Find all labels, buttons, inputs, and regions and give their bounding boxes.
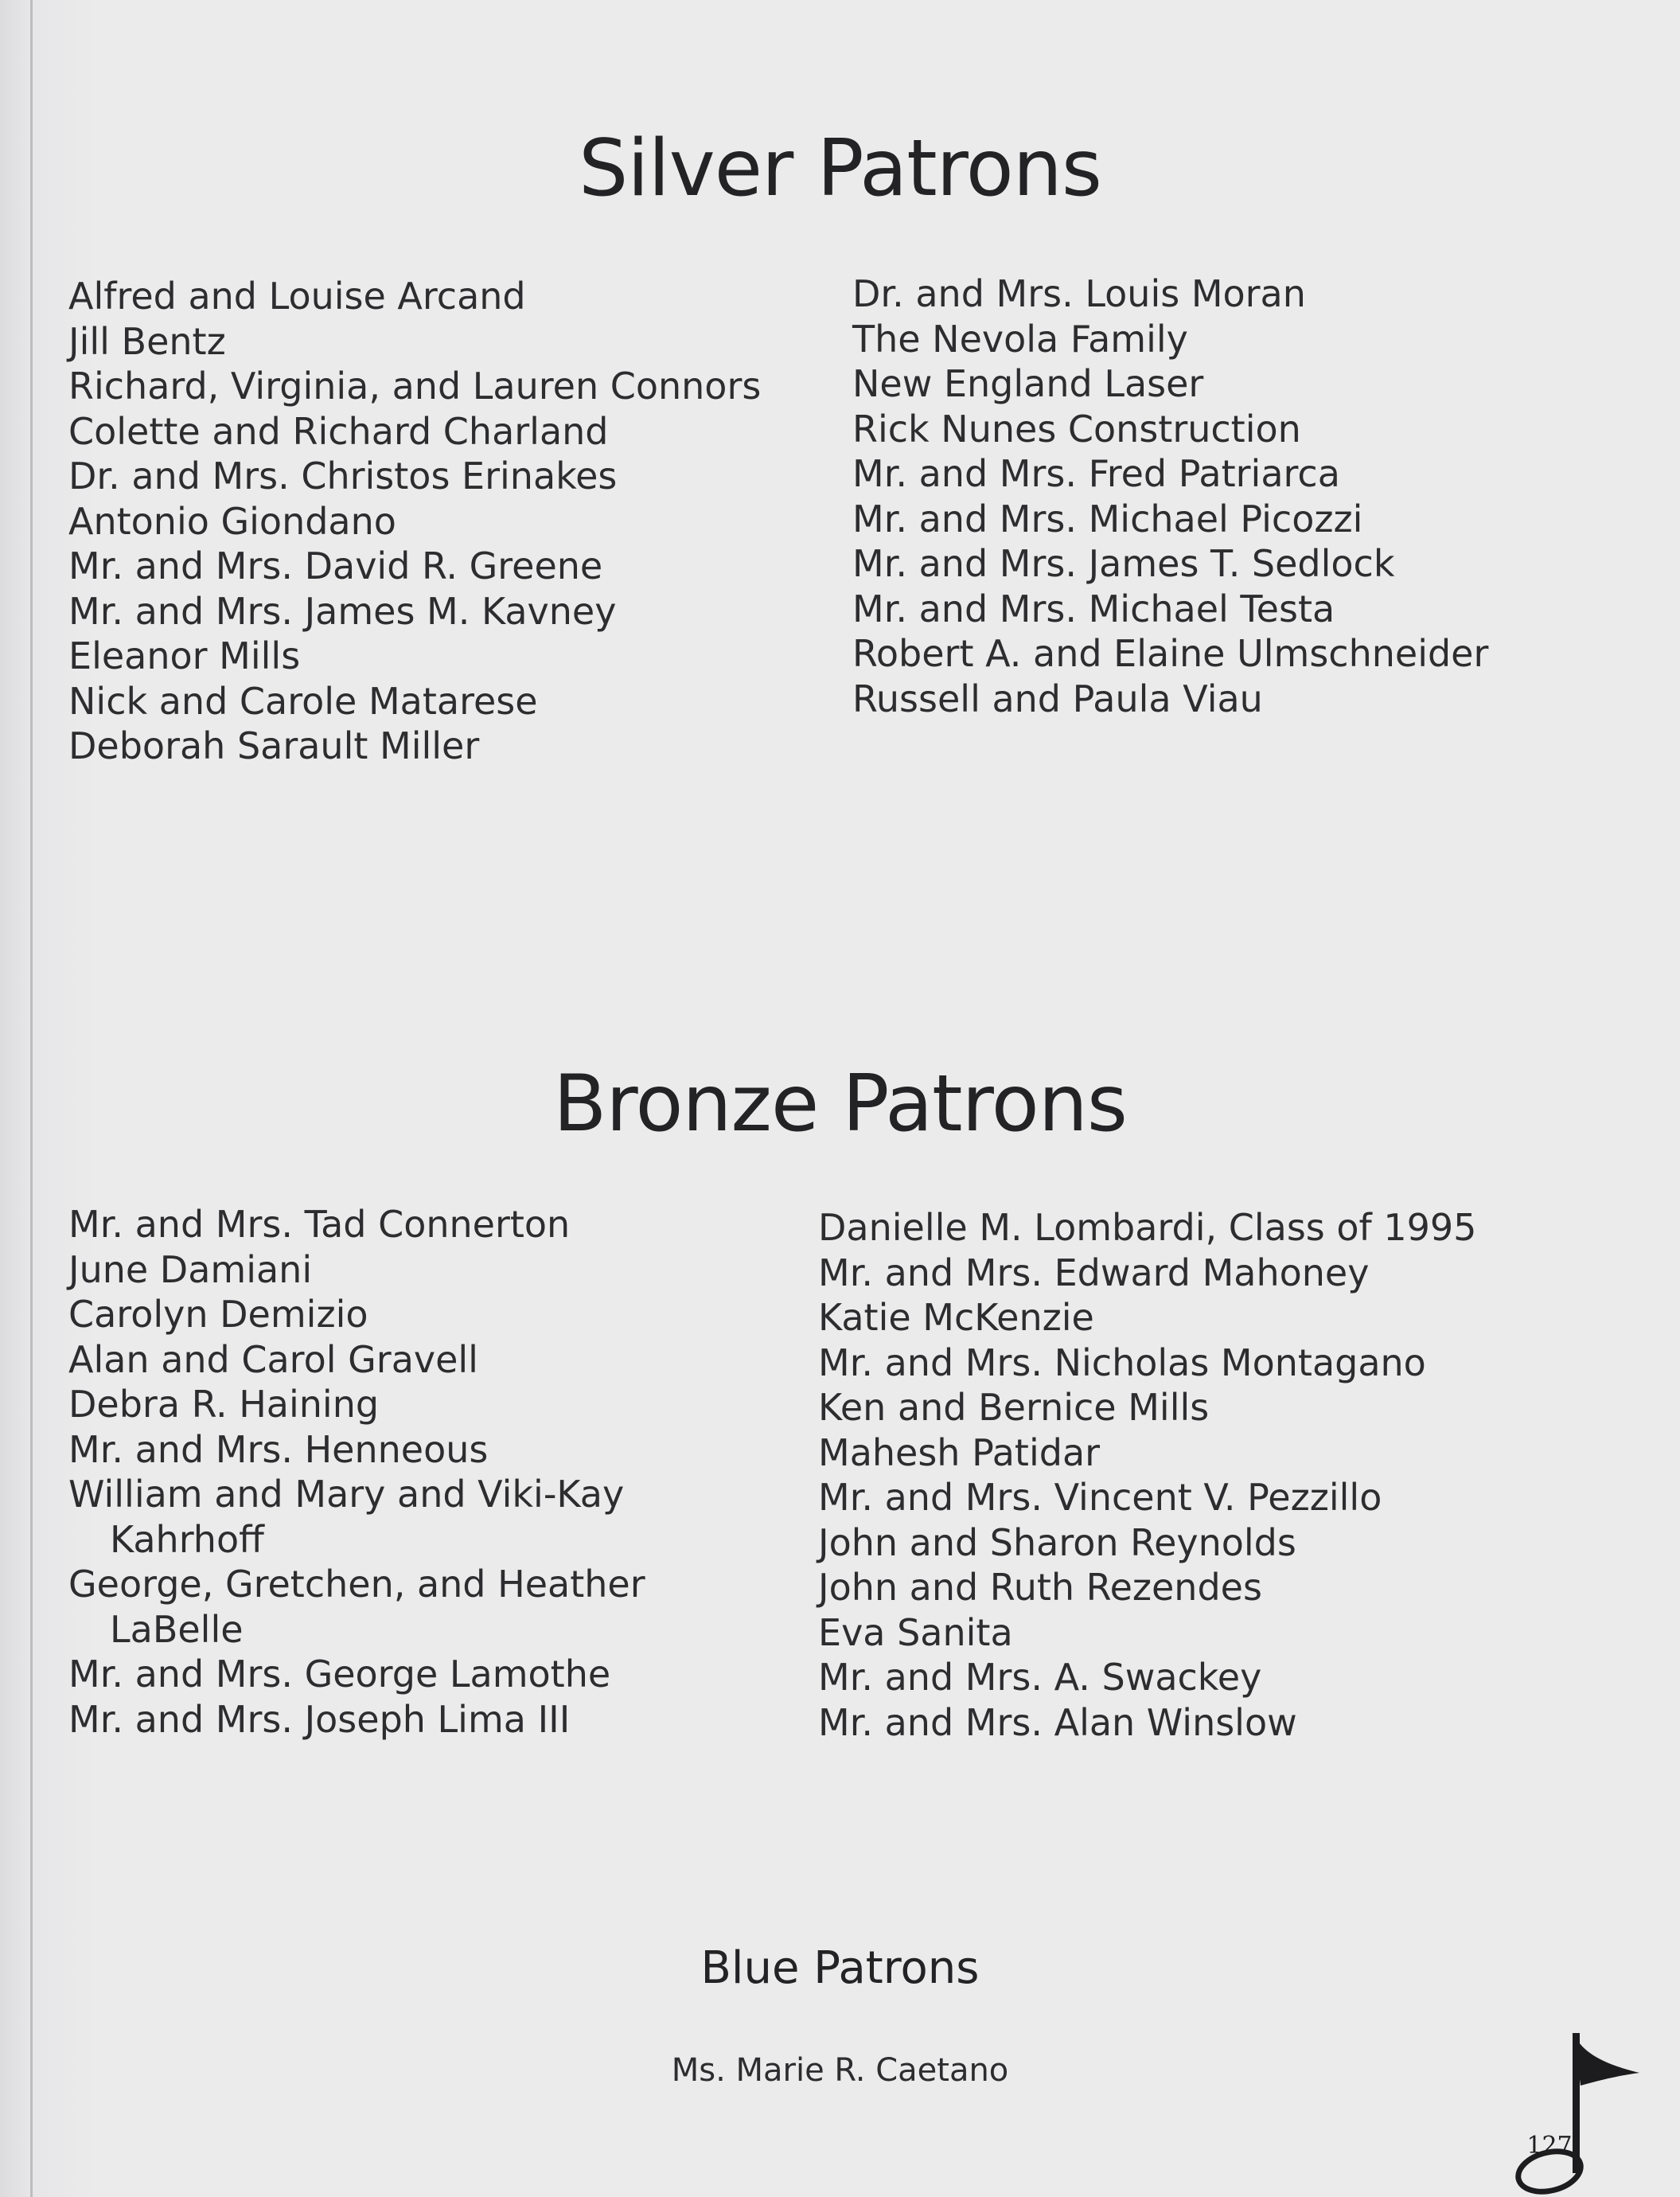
patron-name: Mr. and Mrs. Vincent V. Pezzillo: [818, 1476, 1382, 1519]
blue-patrons-title: Blue Patrons: [700, 1942, 980, 1994]
patron-name: Mr. and Mrs. Fred Patriarca: [852, 452, 1340, 495]
patron-name: June Damiani: [68, 1247, 313, 1291]
patron-name: Alfred and Louise Arcand: [68, 275, 526, 318]
patron-name: New England Laser: [852, 362, 1204, 405]
patron-name-line: William and Mary and Viki-Kay: [68, 1473, 625, 1516]
patron-name: Katie McKenzie: [818, 1296, 1094, 1339]
music-note-icon: [1504, 2030, 1647, 2197]
silver-patrons-title: Silver Patrons: [579, 123, 1101, 214]
patron-name: Nick and Carole Matarese: [68, 679, 538, 723]
patron-name: Mr. and Mrs. Edward Mahoney: [818, 1251, 1370, 1294]
patron-name: Carolyn Demizio: [68, 1293, 368, 1336]
patron-name: Mr. and Mrs. Alan Winslow: [818, 1700, 1297, 1744]
patron-name: Alan and Carol Gravell: [68, 1337, 478, 1381]
patron-name-line: George, Gretchen, and Heather: [68, 1563, 645, 1606]
patron-name: Robert A. and Elaine Ulmschneider: [852, 632, 1489, 675]
silver-patrons-left-column: [68, 274, 761, 769]
patron-name-continuation: LaBelle: [110, 1607, 244, 1651]
patron-name: Mr. and Mrs. James M. Kavney: [68, 589, 617, 633]
patron-name: Colette and Richard Charland: [68, 409, 609, 453]
patron-name: Eleanor Mills: [68, 634, 301, 677]
patron-name: Rick Nunes Construction: [852, 407, 1301, 451]
patron-name: Mr. and Mrs. James T. Sedlock: [852, 542, 1395, 585]
patron-name: Debra R. Haining: [68, 1383, 380, 1426]
patron-name: Mr. and Mrs. Tad Connerton: [68, 1203, 571, 1246]
blue-patron-name: Ms. Marie R. Caetano: [671, 2052, 1009, 2089]
patron-name: Mr. and Mrs. David R. Greene: [68, 544, 603, 587]
patron-name: Mr. and Mrs. Henneous: [68, 1427, 489, 1471]
patron-name: [68, 1472, 645, 1562]
patron-name: John and Sharon Reynolds: [818, 1520, 1296, 1564]
patron-name: Dr. and Mrs. Christos Erinakes: [68, 455, 618, 498]
patron-name: Mr. and Mrs. Joseph Lima III: [68, 1697, 571, 1741]
patron-name: Deborah Sarault Miller: [68, 724, 480, 767]
patron-name: Ken and Bernice Mills: [818, 1386, 1210, 1429]
page-number: 127: [1526, 2132, 1573, 2160]
patron-name: Russell and Paula Viau: [852, 677, 1263, 720]
bronze-patrons-right-column: [818, 1205, 1476, 1745]
patron-name: Richard, Virginia, and Lauren Connors: [68, 365, 762, 408]
patron-name: John and Ruth Rezendes: [818, 1566, 1262, 1609]
patron-name: Mr. and Mrs. George Lamothe: [68, 1653, 611, 1696]
patron-name: Danielle M. Lombardi, Class of 1995: [818, 1206, 1477, 1249]
bronze-patrons-left-column: [68, 1202, 645, 1742]
patron-name: Dr. and Mrs. Louis Moran: [852, 272, 1306, 315]
patron-name: [68, 1562, 645, 1652]
bronze-patrons-title: Bronze Patrons: [553, 1059, 1127, 1149]
patron-name: The Nevola Family: [852, 317, 1188, 361]
patron-name: Antonio Giondano: [68, 499, 396, 543]
patron-name: Mr. and Mrs. A. Swackey: [818, 1656, 1262, 1699]
silver-patrons-right-column: [852, 271, 1488, 721]
patron-name: Mr. and Mrs. Michael Testa: [852, 587, 1335, 630]
patron-name: Jill Bentz: [68, 319, 226, 363]
patron-name: Mahesh Patidar: [818, 1430, 1101, 1474]
patron-name: Mr. and Mrs. Nicholas Montagano: [818, 1340, 1426, 1384]
patron-name: Mr. and Mrs. Michael Picozzi: [852, 497, 1363, 540]
patron-name-continuation: Kahrhoff: [110, 1517, 264, 1561]
patron-name: Eva Sanita: [818, 1610, 1013, 1654]
